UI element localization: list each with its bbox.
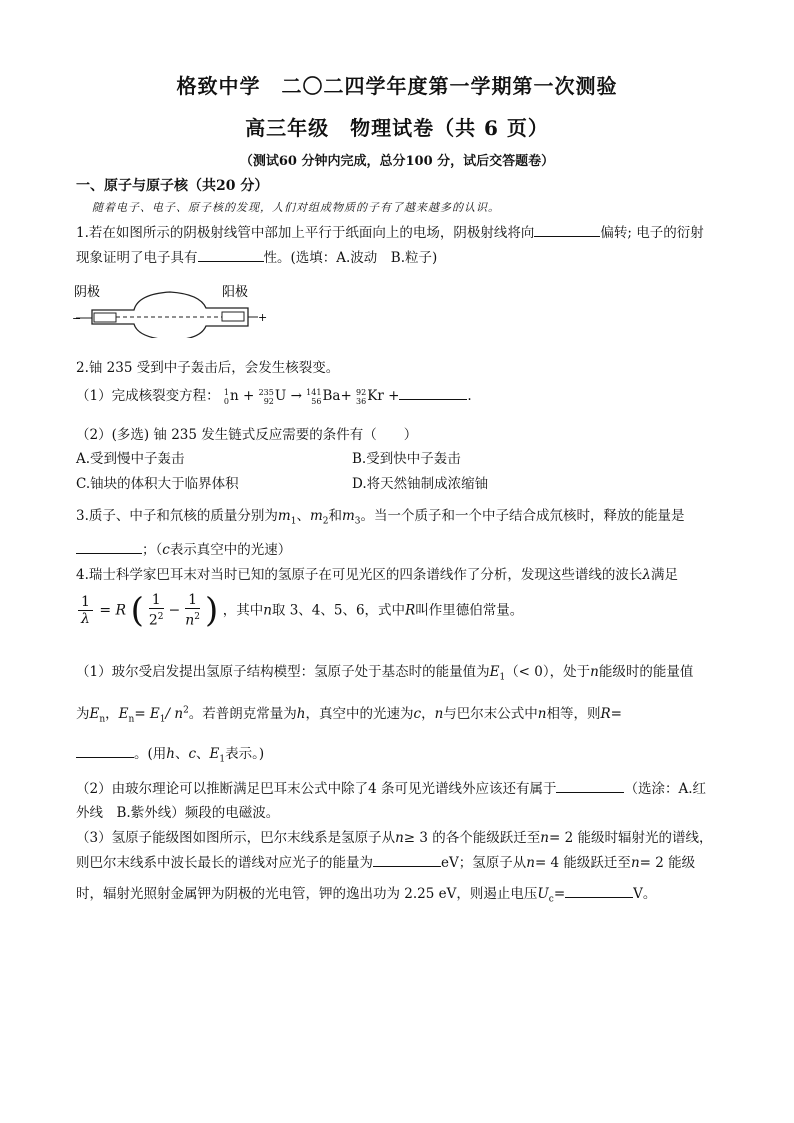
- question-2-part-2: （2）(多选) 铀 235 发生链式反应需要的条件有（ ）: [76, 427, 418, 443]
- question-4-part-2-line-2: 外线 B.紫外线）频段的电磁波。: [76, 805, 280, 821]
- cathode-ray-tube-figure: [72, 280, 272, 338]
- question-4-part-3-line-3: 时，辐射光照射金属钾为阴极的光电管，钾的逸出功为 2.25 eV，则遏止电压$U_c= V$。: [76, 882, 656, 905]
- q2-p1-label: （1）完成核裂变方程：: [76, 388, 220, 404]
- minus-sign: −: [72, 312, 82, 325]
- q3-text-a: 3.质子、中子和氘核的质量分别为: [76, 508, 278, 524]
- cathode-label: 阴极: [74, 285, 101, 300]
- q2-blank: [399, 385, 467, 400]
- question-4-part-3-line-1: （3）氢原子能级图如图所示，巴尔末线系是氢原子从n≥ 3 的各个能级跃迁至n= 2 能级时辐射光的谱线，: [76, 830, 713, 846]
- reaction-arrow: →: [290, 388, 302, 404]
- q3-text-b: 。当一个质子和一个中子结合成氘核时，释放的能量是: [360, 508, 685, 524]
- question-2-part-1: （1）完成核裂变方程： 1 0 n + 235 92 U → 141 56 Ba+ 92 36 Kr + .: [76, 384, 472, 406]
- q4-p1-blank: [76, 743, 134, 758]
- anode-label: 阳极: [222, 285, 249, 300]
- q1-text: 1.若在如图所示的阴极射线管中部加上平行于纸面向上的电场，阴极射线将向: [76, 225, 535, 241]
- krypton-symbol: Kr: [367, 388, 384, 404]
- anode-electrode: [222, 312, 244, 321]
- question-4-part-1-line-1: （1）玻尔受启发提出氢原子结构模型：氢原子处于基态时的能量值为$E_1(< 0)$，处于n能级时的能量值: [76, 664, 694, 683]
- formula-eq-R: = R: [99, 602, 127, 619]
- question-4-part-3-line-2: 则巴尔末线系中波长最长的谱线对应光子的能量为 eV；氢原子从n= 4 能级跃迁至n= 2 能级: [76, 851, 695, 871]
- option-c: C.铀块的体积大于临界体积: [76, 476, 239, 492]
- cathode-electrode: [94, 313, 116, 322]
- q1-blank-1: [534, 222, 600, 237]
- barium-symbol: Ba: [322, 388, 341, 404]
- q4-p2-blank: [556, 778, 624, 793]
- kr-numbers: 92 36: [356, 387, 367, 406]
- balmer-formula-line: $\frac{1}{\lambda}$ = R ( $\frac{1}{2^2}$ − $\frac{1}{n^2}$ ) ，其中n取 3、4、5、6，式中R叫作里德伯常量。: [76, 592, 523, 629]
- ba-numbers: 141 56: [306, 387, 322, 406]
- q4-p3-blank-1: [373, 852, 441, 867]
- question-4-part-1-line-3: 。(用h、c、$E_1$表示。): [76, 742, 264, 765]
- question-4-stem: 4.瑞士科学家巴耳末对当时已知的氢原子在可见光区的四条谱线作了分析，发现这些谱线的波长λ满足: [76, 567, 678, 583]
- n-numbers: 1 0: [223, 387, 229, 406]
- q4-p3-blank-2: [565, 883, 633, 898]
- plus-sign: +: [258, 311, 268, 324]
- question-3-line-1: 3.质子、中子和氘核的质量分别为$m_1$、$m_2$和$m_3$。当一个质子和一个中子结合成氘核时，释放的能量是: [76, 508, 685, 527]
- neutron-symbol: n: [229, 388, 239, 404]
- question-2-stem: 2.铀 235 受到中子轰击后，会发生核裂变。: [76, 360, 340, 376]
- q1-text-c: 现象证明了电子具有: [76, 250, 198, 266]
- q1-text-d: 性。(选填：A.波动 B.粒子): [263, 250, 438, 266]
- uranium-symbol: U: [274, 388, 287, 404]
- section-heading: 一、原子与原子核（共20 分）: [76, 178, 269, 194]
- question-4-part-1-line-2: 为$E_n$，$E_n= E_1/$ $n^2$。若普朗克常量为h，真空中的光速为c，n与巴尔末公式中n相等，则R=: [76, 705, 622, 725]
- section-intro: 随着电子、电子、原子核的发现，人们对组成物质的子有了越来越多的认识。: [92, 201, 500, 214]
- question-4-part-2-line-1: （2）由玻尔理论可以推断满足巴耳末公式中除了4 条可见光谱线外应该还有属于 （选涂：A.红: [76, 777, 706, 797]
- plus: +: [242, 388, 255, 404]
- option-d: D.将天然铀制成浓缩铀: [352, 476, 489, 492]
- q1-text-b: 偏转; 电子的衍射: [600, 225, 704, 241]
- q1-blank-2: [198, 247, 264, 262]
- q4-stem-a: 4.瑞士科学家巴耳末对当时已知的氢原子在可见光区的四条谱线作了分析，发现这些谱线的波长: [76, 567, 643, 583]
- one-over-lambda: $\frac{1}{\lambda}$: [78, 594, 93, 627]
- question-3-line-2: ；（c表示真空中的光速）: [76, 538, 291, 558]
- option-b: B.受到快中子轰击: [352, 451, 461, 467]
- exam-instructions: （测试60 分钟内完成，总分100 分，试后交答题卷）: [239, 154, 555, 169]
- option-a: A.受到慢中子轰击: [76, 451, 185, 467]
- q3-blank: [76, 539, 142, 554]
- question-1-line-1: [76, 221, 704, 241]
- u-numbers: 235 92: [258, 387, 274, 406]
- exam-title: 格致中学 二〇二四学年度第一学期第一次测验: [176, 74, 618, 98]
- question-1-line-2: [76, 246, 437, 266]
- exam-subtitle-grade: 高三年级 物理试卷（共 6 页）: [245, 116, 549, 140]
